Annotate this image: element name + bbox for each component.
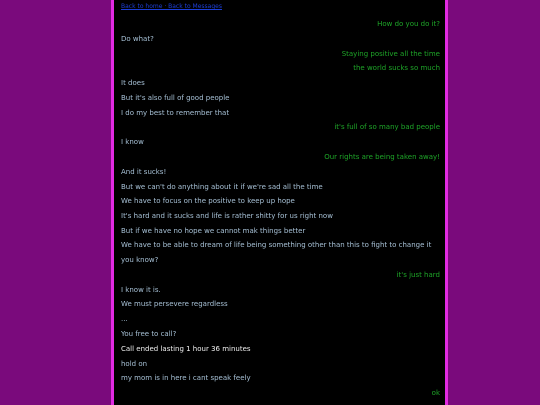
message-outgoing: How do you do it? [377,20,440,28]
message-incoming: Do what? [121,35,154,43]
message-outgoing: it's full of so many bad people [334,123,440,131]
message-incoming: But we can't do anything about it if we're sad all the time [121,183,323,191]
message-outgoing: it's just hard [396,271,440,279]
message-incoming: We must persevere regardless [121,300,228,308]
message-outgoing: ok [431,389,440,397]
call-ended-notice: Call ended lasting 1 hour 36 minutes [121,345,251,353]
message-incoming: I do my best to remember that [121,109,230,117]
message-incoming: It's hard and it sucks and life is rather shitty for us right now [121,212,333,220]
message-incoming: my mom is in here i cant speak feely [121,374,251,382]
message-incoming: You free to call? [121,330,177,338]
message-incoming: I know [121,138,144,146]
message-incoming: ... [121,315,128,323]
message-incoming: It does [121,79,145,87]
chat-panel [111,0,448,405]
back-link[interactable]: Back to home · Back to Messages [121,3,222,10]
message-outgoing: Staying positive all the time [341,50,440,58]
message-incoming: hold on [121,360,148,368]
message-incoming: We have to be able to dream of life being something other than this to fight to change it [121,241,432,249]
message-incoming: And it sucks! [121,168,167,176]
message-outgoing: Our rights are being taken away! [324,153,440,161]
message-incoming: I know it is. [121,286,161,294]
message-incoming: But if we have no hope we cannot mak things better [121,227,306,235]
message-incoming: We have to focus on the positive to keep up hope [121,197,295,205]
message-outgoing: the world sucks so much [353,64,440,72]
message-incoming: you know? [121,256,159,264]
message-incoming: But it's also full of good people [121,94,230,102]
